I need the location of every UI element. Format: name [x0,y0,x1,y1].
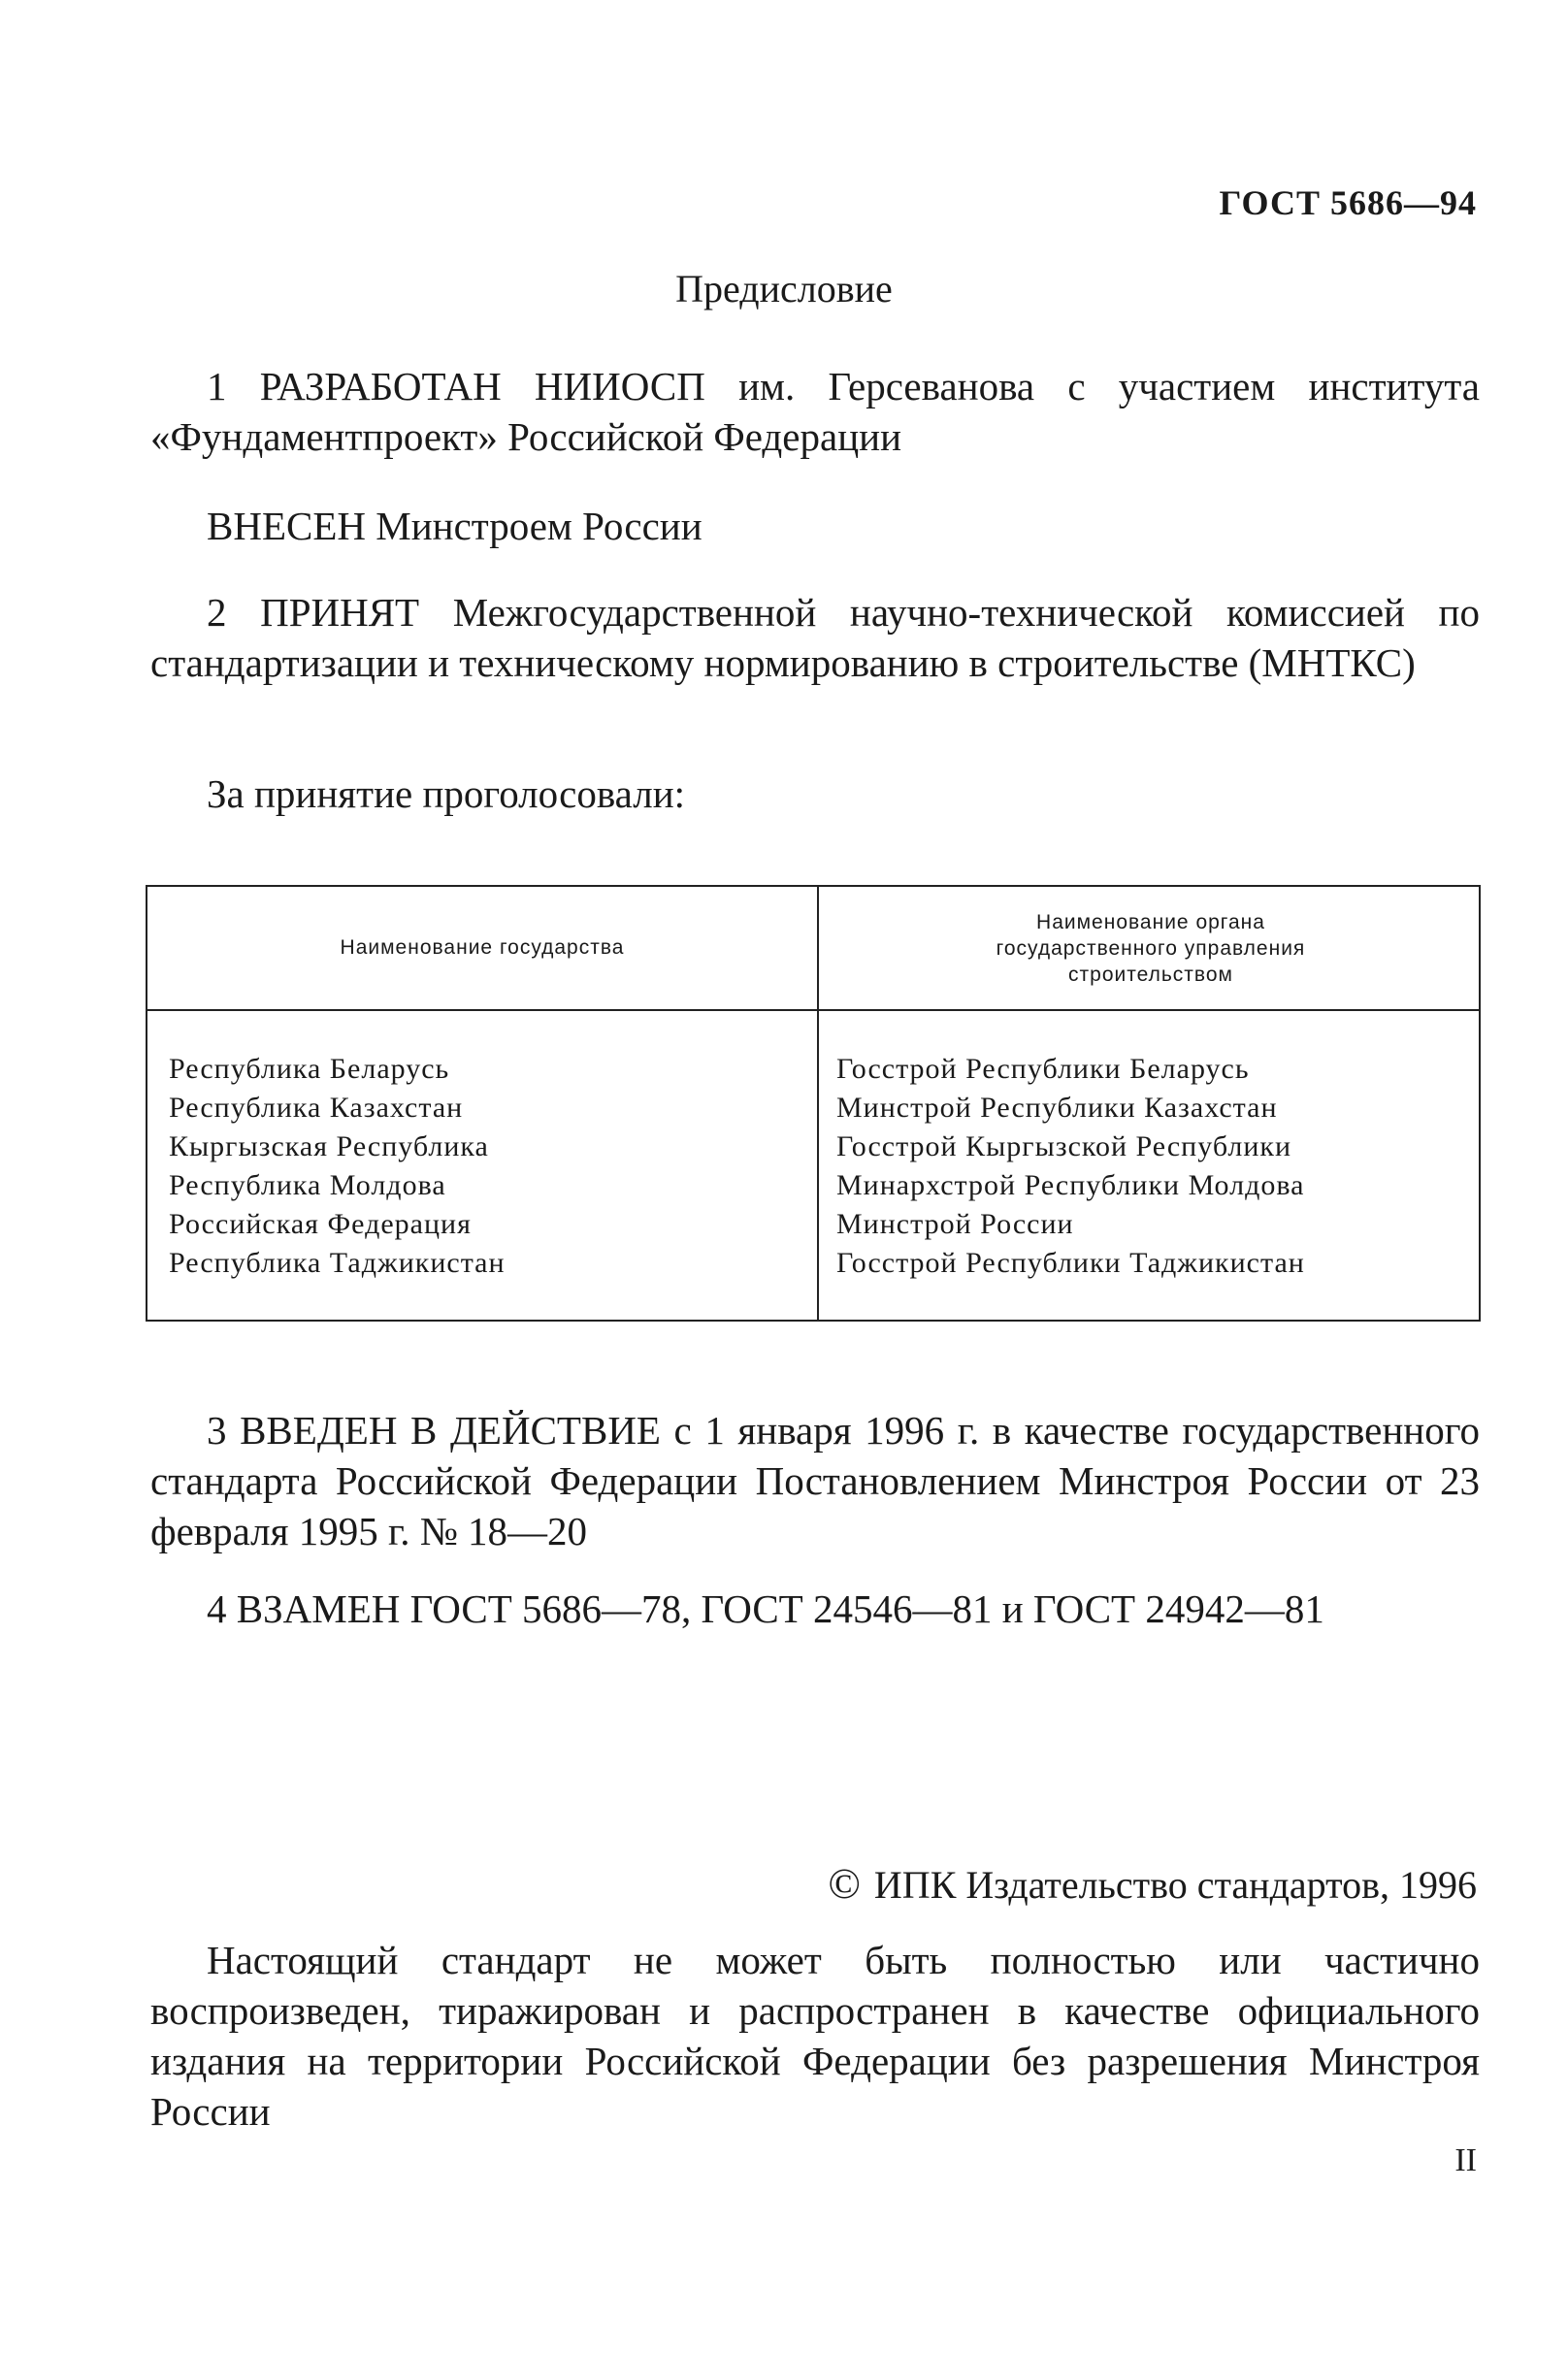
voted-label: За принятие проголосовали: [207,771,686,816]
state-cell: Кыргызская Республика [169,1130,489,1162]
col2-header-line: Наименование органа [1036,910,1265,933]
state-cell: Российская Федерация [169,1208,472,1240]
section-adopted [150,587,1480,688]
section-replaces: 4 ВЗАМЕН ГОСТ 5686—78, ГОСТ 24546—81 и ГОСТ 24942—81 [207,1586,1324,1631]
section-enacted [150,1405,1480,1556]
copyright-line [828,1859,1477,1909]
state-cell: Республика Беларусь [169,1053,450,1085]
body-cell: Госстрой Кыргызской Республики [836,1130,1292,1162]
states-column [169,1050,506,1283]
vote-table-col1-header: Наименование государства [340,936,625,959]
col2-header-line: государственного управления [996,936,1306,960]
page-title: Предисловие [675,267,893,310]
section-adopted-text: 2 ПРИНЯТ Межгосударственной научно-технической комиссией по стандартизации и техническому нормированию в строительстве (МНТКС) [150,590,1480,685]
body-cell: Госстрой Республики Беларусь [836,1053,1250,1085]
col2-header-line: строительством [1068,963,1233,986]
body-cell: Госстрой Республики Таджикистан [836,1247,1305,1279]
section-introduced: ВНЕСЕН Минстроем России [207,504,702,548]
section-developed-text: 1 РАЗРАБОТАН НИИОСП им. Герсеванова с участием института «Фундаментпроект» Российской Федерации [150,364,1480,459]
vote-table [146,885,1481,1322]
state-cell: Республика Казахстан [169,1092,464,1124]
copyright-text: ИПК Издательство стандартов, 1996 [873,1863,1477,1907]
bodies-column [836,1050,1305,1283]
body-cell: Минстрой России [836,1208,1074,1240]
body-cell: Минархстрой Республики Молдова [836,1169,1305,1201]
standard-code: ГОСТ 5686—94 [1219,183,1477,222]
section-enacted-text: 3 ВВЕДЕН В ДЕЙСТВИЕ с 1 января 1996 г. в качестве государственного стандарта Российской Федерации Постановлением Минстроя России от 23 февраля 1995 г. № 18—20 [150,1408,1480,1553]
reproduction-notice-text: Настоящий стандарт не может быть полностью или частично воспроизведен, тиражирован и распространен в качестве официального издания на территории Российской Федерации без разрешения Минстроя России [150,1938,1480,2134]
copyright-icon: © [828,1860,861,1908]
page-number: II [1454,2142,1477,2178]
reproduction-notice [150,1935,1480,2137]
vote-table-col2-header [819,887,1483,1009]
state-cell: Республика Таджикистан [169,1247,506,1279]
body-cell: Минстрой Республики Казахстан [836,1092,1278,1124]
section-developed [150,361,1480,462]
state-cell: Республика Молдова [169,1169,446,1201]
